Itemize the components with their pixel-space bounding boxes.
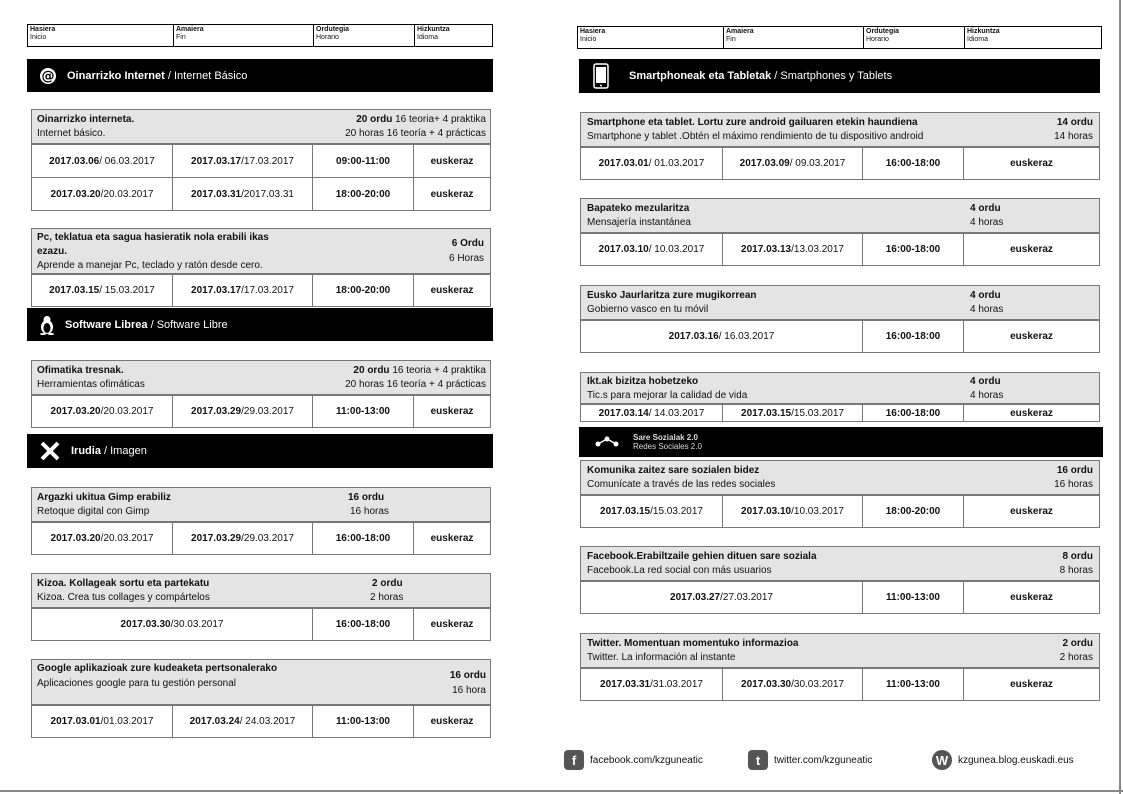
- session-date: 2017.03.30 /30.03.2017: [32, 609, 313, 640]
- course-title-es: Smartphone y tablet .Obtén el máximo rendimiento de tu dispositivo android: [587, 131, 924, 142]
- course-hours-es: 20 horas 16 teoría + 4 prácticas: [345, 128, 486, 139]
- course-hours-es: 2 horas: [370, 592, 404, 603]
- course-kizoa: [31, 573, 491, 641]
- session-time: 16:00-18:00: [863, 148, 964, 179]
- session-date: 2017.03.16 / 16.03.2017: [581, 321, 863, 352]
- facebook-icon: f: [564, 750, 584, 770]
- course-hours-eu: 16 ordu: [449, 670, 486, 681]
- course-hours-es: 6 Horas: [448, 253, 484, 264]
- session-end: 2017.03.31 /2017.03.31: [173, 178, 313, 210]
- course-hours-eu: 14 ordu: [1056, 117, 1093, 128]
- course-title-es: Gobierno vasco en tu móvil: [587, 304, 709, 315]
- session-language: euskeraz: [1010, 244, 1053, 255]
- course-header: [581, 547, 1099, 581]
- session-start: 2017.03.10 / 10.03.2017: [581, 234, 723, 265]
- header-end: Amaiera Fin: [724, 27, 864, 48]
- session-end: 2017.03.10 /10.03.2017: [723, 496, 863, 527]
- course-hours-es: 4 horas: [970, 390, 1004, 401]
- session-row: [32, 395, 490, 427]
- course-basque-government-mobile: [580, 285, 1100, 353]
- course-header: [581, 461, 1099, 495]
- course-hours-eu: 4 ordu: [970, 290, 1001, 301]
- session-language: euskeraz: [430, 619, 474, 630]
- course-header: [32, 488, 490, 522]
- at-icon: [39, 67, 57, 85]
- course-basic-internet: [31, 109, 491, 211]
- course-title-es: Retoque digital con Gimp: [37, 506, 150, 517]
- header-schedule: Ordutegia Horario: [314, 25, 415, 46]
- course-hours-eu: 2 ordu: [1062, 638, 1093, 649]
- session-language: euskeraz: [430, 406, 474, 417]
- session-start: 2017.03.20 /20.03.2017: [32, 523, 173, 554]
- course-header: [581, 199, 1099, 233]
- course-hours-es: 2 horas: [1059, 652, 1093, 663]
- course-hours-es: 4 horas: [970, 304, 1004, 315]
- section-bar-smartphone: [579, 59, 1100, 93]
- session-time: 16:00-18:00: [863, 405, 964, 421]
- session-start: 2017.03.20 /20.03.2017: [32, 178, 173, 210]
- session-end: 2017.03.24 / 24.03.2017: [173, 706, 313, 737]
- session-row: [581, 581, 1099, 613]
- session-row: [581, 147, 1099, 179]
- course-title-es: Tic.s para mejorar la calidad de vida: [587, 390, 748, 401]
- page-right-border: [1119, 0, 1121, 794]
- course-facebook: [580, 546, 1100, 614]
- session-language: euskeraz: [1010, 331, 1053, 342]
- session-row: [581, 404, 1099, 421]
- course-header: [32, 110, 490, 144]
- course-hours-eu: 20 ordu 16 teoria + 4 praktika: [353, 365, 486, 376]
- session-start: 2017.03.20 /20.03.2017: [32, 396, 173, 427]
- course-title-eu: Kizoa. Kollageak sortu eta partekatu: [37, 578, 210, 589]
- course-hours-es: 14 horas: [1054, 131, 1093, 142]
- crossed-tools-icon: [39, 440, 61, 462]
- session-time: 16:00-18:00: [313, 523, 414, 554]
- course-hours-eu: 16 ordu: [1056, 465, 1093, 476]
- course-hours-eu: 6 Ordu: [451, 238, 484, 249]
- twitter-link[interactable]: twitter.com/kzguneatic: [774, 754, 873, 766]
- session-row: [32, 144, 490, 177]
- session-time: 18:00-20:00: [313, 275, 414, 306]
- course-title-eu: Argazki ukitua Gimp erabiliz: [37, 492, 171, 503]
- course-hours-es: 16 hora: [452, 685, 486, 696]
- session-time: 16:00-18:00: [863, 321, 964, 352]
- session-time: 16:00-18:00: [863, 234, 964, 265]
- session-date: 2017.03.27 /27.03.2017: [581, 582, 863, 613]
- course-twitter: [580, 633, 1100, 701]
- session-end: 2017.03.29 /29.03.2017: [173, 396, 313, 427]
- course-title-es: Facebook.La red social con más usuarios: [587, 565, 772, 576]
- section-title-social: Sare Sozialak 2.0 Redes Sociales 2.0: [633, 433, 702, 451]
- session-row: [32, 705, 490, 737]
- session-row: [581, 668, 1099, 700]
- course-title-eu: Komunika zaitez sare sozialen bidez: [587, 465, 760, 476]
- section-title-image: Irudia / Imagen: [71, 445, 147, 457]
- session-language: euskeraz: [430, 155, 474, 167]
- session-end: 2017.03.09 / 09.03.2017: [723, 148, 863, 179]
- course-title-eu: Ofimatika tresnak.: [37, 365, 124, 376]
- session-row: [32, 522, 490, 554]
- session-start: 2017.03.31 /31.03.2017: [581, 669, 723, 700]
- course-hours-eu: 16 ordu: [348, 492, 385, 503]
- course-title-es: Kizoa. Crea tus collages y compártelos: [37, 592, 210, 603]
- course-title-es: Internet básico.: [37, 128, 106, 139]
- course-title-eu: Pc, teklatua eta sagua hasieratik nola erabili ikas: [37, 232, 269, 243]
- session-start: 2017.03.01 / 01.03.2017: [581, 148, 723, 179]
- session-row: [32, 177, 490, 210]
- session-time: 11:00-13:00: [863, 669, 964, 700]
- session-start: 2017.03.06 / 06.03.2017: [32, 145, 173, 177]
- session-time: 11:00-13:00: [313, 396, 414, 427]
- section-title-smartphone: Smartphoneak eta Tabletak / Smartphones y Tablets: [629, 70, 893, 82]
- course-google-apps: [31, 659, 491, 738]
- course-header: [32, 361, 490, 395]
- course-hours-es: 4 horas: [970, 217, 1004, 228]
- course-header: [581, 113, 1099, 147]
- course-hours-eu: 8 ordu: [1062, 551, 1093, 562]
- session-language: euskeraz: [1010, 506, 1053, 517]
- session-language: euskeraz: [1010, 679, 1053, 690]
- course-title-eu: Oinarrizko interneta.: [37, 114, 135, 125]
- session-start: 2017.03.15 / 15.03.2017: [32, 275, 173, 306]
- session-language: euskeraz: [430, 716, 474, 727]
- course-title-eu: Eusko Jaurlaritza zure mugikorrean: [587, 290, 757, 301]
- section-bar-internet: [27, 59, 493, 92]
- session-time: 18:00-20:00: [863, 496, 964, 527]
- course-pc-basics: [31, 228, 491, 307]
- course-title-eu: Smartphone eta tablet. Lortu zure android gailuaren etekin haundiena: [587, 117, 918, 128]
- session-start: 2017.03.14 / 14.03.2017: [581, 405, 723, 421]
- penguin-icon: [39, 315, 55, 335]
- smartphone-icon: [593, 63, 609, 89]
- wordpress-icon: W: [932, 750, 952, 770]
- session-row: [32, 608, 490, 640]
- course-hours-es: 20 horas 16 teoría + 4 prácticas: [345, 379, 486, 390]
- footer-facebook[interactable]: [564, 748, 703, 772]
- network-icon: [595, 436, 619, 448]
- session-start: 2017.03.15 /15.03.2017: [581, 496, 723, 527]
- header-schedule: Ordutegia Horario: [864, 27, 965, 48]
- course-social-networks: [580, 460, 1100, 528]
- section-title-internet: Oinarrizko Internet / Internet Básico: [67, 69, 248, 82]
- course-header: [581, 373, 1099, 404]
- course-gimp: [31, 487, 491, 555]
- course-office-tools: [31, 360, 491, 428]
- session-row: [581, 320, 1099, 352]
- section-bar-image: [27, 434, 493, 468]
- footer-blog[interactable]: [932, 748, 1074, 772]
- course-smartphone-tablet: [580, 112, 1100, 180]
- course-hours-es: 8 horas: [1059, 565, 1093, 576]
- session-time: 11:00-13:00: [313, 706, 414, 737]
- course-title-es: Twitter. La información al instante: [587, 652, 736, 663]
- session-language: euskeraz: [430, 188, 474, 200]
- course-hours-eu: 20 ordu 16 teoria+ 4 praktika: [356, 114, 486, 125]
- header-language: Hizkuntza Idioma: [967, 28, 1000, 43]
- session-end: 2017.03.17 /17.03.2017: [173, 275, 313, 306]
- session-time: 18:00-20:00: [313, 178, 414, 210]
- course-title-eu: Twitter. Momentuan momentuko informazioa: [587, 638, 799, 649]
- session-end: 2017.03.15 /15.03.2017: [723, 405, 863, 421]
- column-header-left: [27, 24, 493, 47]
- course-hours-es: 16 horas: [350, 506, 389, 517]
- course-title-es: Mensajería instantánea: [587, 217, 691, 228]
- course-header: [581, 286, 1099, 320]
- facebook-link[interactable]: facebook.com/kzguneatic: [590, 754, 703, 766]
- session-language: euskeraz: [1010, 592, 1053, 603]
- course-title-es: Herramientas ofimáticas: [37, 379, 145, 390]
- course-title-eu: Facebook.Erabiltzaile gehien dituen sare soziala: [587, 551, 817, 562]
- course-title-eu: Google aplikazioak zure kudeaketa pertsonalerako: [37, 663, 278, 674]
- course-hours-eu: 2 ordu: [372, 578, 403, 589]
- course-hours-es: 16 horas: [1054, 479, 1093, 490]
- session-time: 09:00-11:00: [313, 145, 414, 177]
- page-bottom-border: [0, 790, 1123, 792]
- session-language: euskeraz: [1010, 407, 1053, 419]
- course-title-es: Aplicaciones google para tu gestión personal: [37, 678, 237, 689]
- blog-link[interactable]: kzgunea.blog.euskadi.eus: [958, 754, 1074, 766]
- twitter-icon: t: [748, 750, 768, 770]
- session-end: 2017.03.13 /13.03.2017: [723, 234, 863, 265]
- session-start: 2017.03.01 /01.03.2017: [32, 706, 173, 737]
- session-row: [581, 495, 1099, 527]
- header-language: Hizkuntza Idioma: [417, 26, 450, 41]
- session-time: 16:00-18:00: [313, 609, 414, 640]
- course-header: [32, 229, 490, 274]
- course-title-es: Comunícate a través de las redes sociales: [587, 479, 776, 490]
- svg-text:@: @: [41, 68, 55, 84]
- course-ict-quality-of-life: [580, 372, 1100, 422]
- course-header: [581, 634, 1099, 668]
- course-hours-eu: 4 ordu: [970, 203, 1001, 214]
- course-title-es: Aprende a manejar Pc, teclado y ratón desde cero.: [37, 260, 263, 271]
- session-time: 11:00-13:00: [863, 582, 964, 613]
- session-row: [581, 233, 1099, 265]
- footer-twitter[interactable]: [748, 748, 872, 772]
- session-language: euskeraz: [430, 285, 474, 296]
- column-header-right: [577, 26, 1102, 49]
- session-end: 2017.03.29 /29.03.2017: [173, 523, 313, 554]
- header-end: Amaiera Fin: [174, 25, 314, 46]
- course-hours-eu: 4 ordu: [970, 376, 1001, 387]
- session-end: 2017.03.30 /30.03.2017: [723, 669, 863, 700]
- course-title-eu: Ikt.ak bizitza hobetzeko: [587, 376, 699, 387]
- session-language: euskeraz: [1010, 158, 1053, 169]
- section-bar-software: [27, 308, 493, 341]
- course-header: [32, 660, 490, 705]
- course-title-eu-cont: ezazu.: [37, 246, 68, 257]
- course-header: [32, 574, 490, 608]
- header-start: Hasiera Inicio: [578, 27, 724, 48]
- section-title-software: Software Librea / Software Libre: [65, 318, 228, 331]
- course-title-eu: Bapateko mezularitza: [587, 203, 690, 214]
- section-bar-social: [579, 427, 1103, 457]
- course-instant-messaging: [580, 198, 1100, 266]
- session-end: 2017.03.17 /17.03.2017: [173, 145, 313, 177]
- session-row: [32, 274, 490, 306]
- session-language: euskeraz: [430, 533, 474, 544]
- header-start: Hasiera Inicio: [28, 25, 174, 46]
